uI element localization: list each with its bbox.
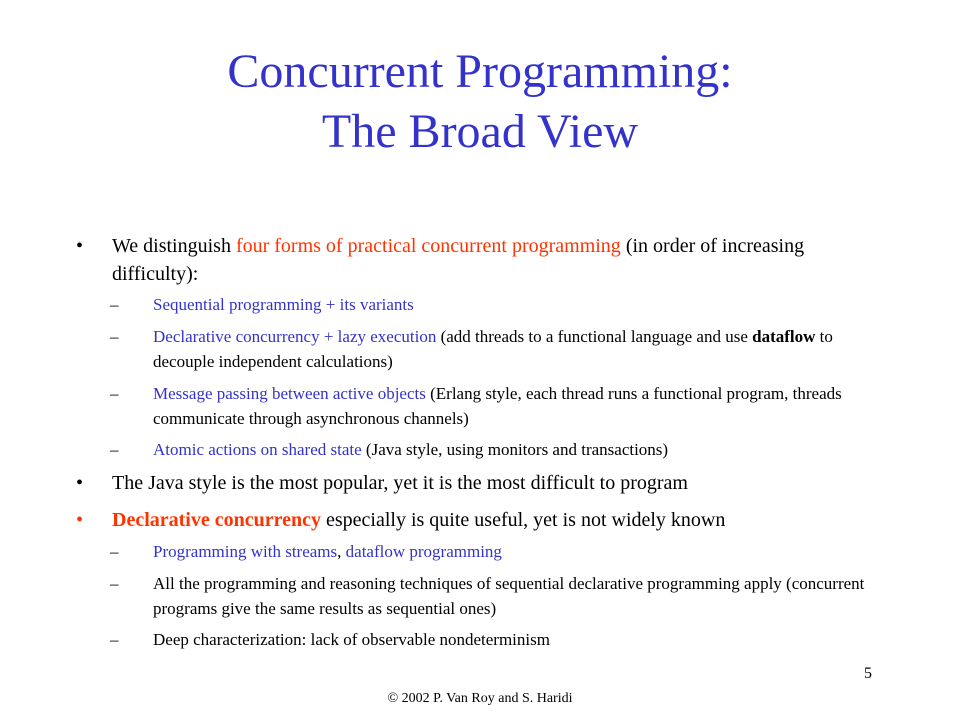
form-bold-term: dataflow [752,327,816,346]
form-rest: (add threads to a functional language and use [436,327,753,346]
dash-marker: – [110,440,119,459]
form-text [153,437,883,462]
dash-marker: – [110,542,119,561]
bullet-text [112,506,876,534]
bullet-rest: especially is quite useful, yet is not widely known [321,509,726,531]
dash-marker: – [110,327,119,346]
form-text [153,324,883,374]
point-text [153,539,883,564]
bullet-marker: • [76,472,84,494]
bullet-marker: • [76,235,84,257]
page-number: 5 [864,665,872,682]
point-text: All the programming and reasoning techniques of sequential declarative programming apply (concurrent programs give the same results as sequential ones) [153,574,865,618]
dash-marker: – [110,384,119,403]
form-highlight: Message passing between active objects [153,384,426,403]
point-text: Deep characterization: lack of observable nondeterminism [153,630,550,649]
form-rest: to decouple independent calculations) [153,327,833,371]
form-highlight: Declarative concurrency + lazy execution [153,327,437,346]
bullet-highlight: Declarative concurrency [112,509,321,531]
form-rest: (Java style, using monitors and transactions) [361,440,669,459]
bullet-text: The Java style is the most popular, yet it is the most difficult to program [112,472,688,494]
dash-marker: – [110,574,119,593]
dash-marker: – [110,295,119,314]
slide-title-line-1: Concurrent Programming: [227,45,733,98]
bullet-marker: • [76,509,84,531]
form-highlight: Sequential programming + its variants [153,295,414,314]
bullet-intro: We distinguish [112,235,236,257]
bullet-text [112,232,876,288]
dash-marker: – [110,630,119,649]
slide-title-line-2: The Broad View [321,105,639,158]
bullet-highlight: four forms of practical concurrent programming [235,235,621,257]
form-text [153,381,883,431]
slide-title [0,42,960,162]
point-highlight: dataflow programming [345,542,502,561]
bullet-rest: (in order of increasing difficulty): [112,235,805,285]
copyright-notice: © 2002 P. Van Roy and S. Haridi [387,691,573,706]
point-highlight: Programming with streams [153,542,338,561]
point-separator: , [337,542,346,561]
form-rest: (Erlang style, each thread runs a functional program, threads communicate through asynchronous channels) [153,384,842,428]
form-highlight: Atomic actions on shared state [153,440,362,459]
form-text [153,292,883,317]
